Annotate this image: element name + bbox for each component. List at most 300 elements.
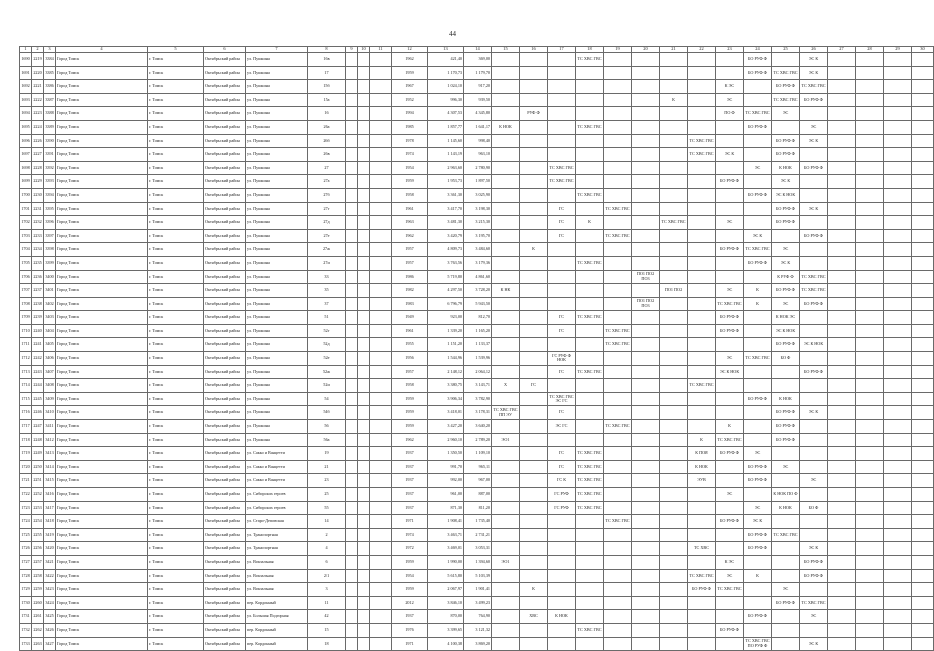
table-cell: Город Томск xyxy=(56,66,148,80)
table-cell: 37 xyxy=(308,297,346,311)
table-cell: 1 539,96 xyxy=(464,352,492,366)
table-cell: 55 xyxy=(308,501,346,515)
column-number-header: 26 xyxy=(800,47,828,53)
table-cell: 3420 xyxy=(44,542,56,556)
table-cell xyxy=(492,311,520,325)
table-cell xyxy=(604,447,632,461)
table-cell xyxy=(856,542,884,556)
table-cell: 2 064,12 xyxy=(464,365,492,379)
table-row xyxy=(20,365,934,379)
table-cell xyxy=(492,93,520,107)
table-cell: БО РУФ Ф xyxy=(744,256,772,270)
table-cell xyxy=(576,433,604,447)
table-row xyxy=(20,392,934,406)
table-cell xyxy=(358,338,370,352)
table-cell: 2241 xyxy=(32,338,44,352)
table-cell xyxy=(688,229,716,243)
table-cell: Октябрьский район xyxy=(204,528,246,542)
column-number-header: 15 xyxy=(492,47,520,53)
table-cell xyxy=(716,66,744,80)
table-cell xyxy=(912,120,934,134)
table-cell: 2234 xyxy=(32,243,44,257)
table-cell xyxy=(632,488,660,502)
table-cell: 1982 xyxy=(392,284,428,298)
table-cell xyxy=(358,53,370,67)
table-cell: ул. Пушкина xyxy=(246,324,308,338)
table-cell xyxy=(492,188,520,202)
table-cell: 54 xyxy=(308,392,346,406)
table-cell: Октябрьский район xyxy=(204,284,246,298)
table-cell xyxy=(716,596,744,610)
table-cell xyxy=(576,338,604,352)
table-cell xyxy=(358,365,370,379)
table-cell: 3393 xyxy=(44,175,56,189)
table-cell: 1721 xyxy=(20,474,32,488)
table-cell xyxy=(370,311,392,325)
table-cell xyxy=(358,148,370,162)
table-cell: 52ж xyxy=(308,365,346,379)
table-cell xyxy=(688,596,716,610)
table-cell xyxy=(576,583,604,597)
table-cell: ЭС К НОК xyxy=(772,324,800,338)
table-cell: 2244 xyxy=(32,379,44,393)
table-cell xyxy=(492,229,520,243)
table-cell: 27е xyxy=(308,229,346,243)
table-cell xyxy=(604,66,632,80)
table-cell xyxy=(800,379,828,393)
table-cell: 6 xyxy=(308,555,346,569)
table-cell: 1978 xyxy=(392,134,428,148)
table-cell: БО РУФ Ф xyxy=(800,229,828,243)
table-cell: 3 469,01 xyxy=(428,542,464,556)
table-cell xyxy=(744,324,772,338)
table-cell: Октябрьский район xyxy=(204,365,246,379)
table-cell xyxy=(370,188,392,202)
table-cell xyxy=(856,202,884,216)
table-cell xyxy=(346,270,358,284)
table-cell xyxy=(492,583,520,597)
table-cell: 1728 xyxy=(20,569,32,583)
table-cell xyxy=(716,120,744,134)
table-cell xyxy=(716,53,744,67)
table-cell: Город Томск xyxy=(56,623,148,637)
table-cell xyxy=(688,66,716,80)
table-cell: ГС РУФ xyxy=(548,488,576,502)
table-cell xyxy=(828,501,856,515)
table-cell: 1709 xyxy=(20,311,32,325)
table-cell: Октябрьский район xyxy=(204,447,246,461)
table-cell xyxy=(520,596,548,610)
table-cell xyxy=(370,216,392,230)
table-cell xyxy=(604,583,632,597)
table-cell: ТС ХВС ГВС xyxy=(576,460,604,474)
table-cell xyxy=(604,460,632,474)
table-cell xyxy=(604,501,632,515)
table-cell xyxy=(520,66,548,80)
table-cell xyxy=(548,379,576,393)
table-cell: 3 178,31 xyxy=(464,406,492,420)
table-cell: 51 xyxy=(308,311,346,325)
table-cell: Город Томск xyxy=(56,542,148,556)
table-cell xyxy=(716,134,744,148)
table-cell: 56а xyxy=(308,433,346,447)
table-cell: К xyxy=(576,216,604,230)
table-cell xyxy=(370,488,392,502)
table-cell: БО РУФ Ф xyxy=(716,311,744,325)
table-cell: ТС ХВС ГВС xyxy=(604,202,632,216)
table-cell xyxy=(520,175,548,189)
table-cell xyxy=(358,161,370,175)
table-cell: Октябрьский район xyxy=(204,216,246,230)
table-cell: БО РУФ Ф xyxy=(744,120,772,134)
table-row xyxy=(20,216,934,230)
table-cell xyxy=(884,528,912,542)
table-row xyxy=(20,596,934,610)
table-cell xyxy=(632,596,660,610)
table-cell xyxy=(632,447,660,461)
table-cell xyxy=(688,488,716,502)
table-cell xyxy=(632,120,660,134)
table-cell xyxy=(632,80,660,94)
table-cell xyxy=(660,202,688,216)
table-cell: 15а xyxy=(308,93,346,107)
table-cell: 3418 xyxy=(44,515,56,529)
table-cell xyxy=(884,175,912,189)
table-row xyxy=(20,188,934,202)
table-cell xyxy=(660,515,688,529)
table-cell: 1954 xyxy=(392,161,428,175)
table-cell xyxy=(370,596,392,610)
table-row xyxy=(20,161,934,175)
table-cell xyxy=(688,188,716,202)
table-cell xyxy=(744,148,772,162)
table-cell xyxy=(604,555,632,569)
table-cell xyxy=(884,311,912,325)
table-row xyxy=(20,488,934,502)
table-cell: 1959 xyxy=(392,555,428,569)
table-cell xyxy=(358,80,370,94)
table-cell xyxy=(358,379,370,393)
table-cell xyxy=(520,515,548,529)
table-cell xyxy=(370,447,392,461)
table-cell: Город Томск xyxy=(56,583,148,597)
column-number-header: 27 xyxy=(828,47,856,53)
table-cell xyxy=(346,324,358,338)
table-cell: 15 xyxy=(308,623,346,637)
table-cell xyxy=(800,216,828,230)
table-cell: ул. Пушкина xyxy=(246,66,308,80)
table-cell: 3415 xyxy=(44,474,56,488)
table-cell: 26б xyxy=(308,134,346,148)
table-row xyxy=(20,501,934,515)
table-cell: 3 143,71 xyxy=(464,379,492,393)
table-cell xyxy=(346,447,358,461)
table-cell xyxy=(716,392,744,406)
table-cell xyxy=(716,610,744,624)
table-cell xyxy=(346,134,358,148)
table-cell xyxy=(912,460,934,474)
table-cell: г. Томск xyxy=(148,610,204,624)
table-cell: г. Томск xyxy=(148,501,204,515)
table-cell xyxy=(346,433,358,447)
table-cell: 369,00 xyxy=(464,53,492,67)
table-cell xyxy=(800,583,828,597)
table-cell xyxy=(520,474,548,488)
table-cell: Октябрьский район xyxy=(204,555,246,569)
table-cell xyxy=(856,460,884,474)
table-cell: 3 484,60 xyxy=(464,243,492,257)
table-cell: 2 067,97 xyxy=(428,583,464,597)
table-cell: 3 053,31 xyxy=(464,542,492,556)
table-cell xyxy=(576,297,604,311)
table-cell xyxy=(358,256,370,270)
table-cell xyxy=(358,637,370,651)
table-cell: 1711 xyxy=(20,338,32,352)
table-cell xyxy=(632,623,660,637)
table-cell xyxy=(800,488,828,502)
column-number-header: 6 xyxy=(204,47,246,53)
table-cell: 3 906,34 xyxy=(428,392,464,406)
table-cell xyxy=(346,352,358,366)
table-cell xyxy=(492,637,520,651)
table-cell xyxy=(346,610,358,624)
table-cell xyxy=(632,66,660,80)
table-cell: 1994 xyxy=(392,107,428,121)
table-cell xyxy=(884,596,912,610)
table-cell xyxy=(548,338,576,352)
table-cell xyxy=(660,148,688,162)
table-cell xyxy=(370,107,392,121)
table-row xyxy=(20,569,934,583)
table-cell xyxy=(772,365,800,379)
table-cell xyxy=(884,406,912,420)
table-cell xyxy=(492,528,520,542)
table-cell: 887,00 xyxy=(464,488,492,502)
table-cell xyxy=(492,324,520,338)
table-cell: ТС ХВС ГВС xyxy=(688,148,716,162)
table-cell xyxy=(346,243,358,257)
table-cell: Город Томск xyxy=(56,202,148,216)
table-cell xyxy=(632,311,660,325)
table-cell: г. Томск xyxy=(148,406,204,420)
table-cell: г. Томск xyxy=(148,474,204,488)
table-cell: 1697 xyxy=(20,148,32,162)
table-cell: 26а xyxy=(308,120,346,134)
table-cell xyxy=(716,501,744,515)
table-cell: 25 xyxy=(308,488,346,502)
table-cell: К xyxy=(716,420,744,434)
table-cell: ул. Пушкина xyxy=(246,365,308,379)
table-cell: ЭС К НОК xyxy=(772,188,800,202)
table-cell xyxy=(856,93,884,107)
table-cell: Октябрьский район xyxy=(204,433,246,447)
table-cell: 3 846,10 xyxy=(428,596,464,610)
table-cell: ЭС xyxy=(716,569,744,583)
table-cell xyxy=(744,596,772,610)
table-cell: 1959 xyxy=(392,66,428,80)
table-cell xyxy=(660,610,688,624)
table-cell xyxy=(346,93,358,107)
table-cell: Город Томск xyxy=(56,488,148,502)
table-cell: 917,20 xyxy=(464,80,492,94)
table-cell xyxy=(772,379,800,393)
column-number-header: 18 xyxy=(576,47,604,53)
table-cell xyxy=(688,528,716,542)
table-cell xyxy=(688,256,716,270)
table-cell: ТС ХВС ГВС xyxy=(772,93,800,107)
table-cell xyxy=(358,188,370,202)
table-cell: г. Томск xyxy=(148,623,204,637)
table-cell: Октябрьский район xyxy=(204,569,246,583)
table-cell xyxy=(828,161,856,175)
table-cell: 3390 xyxy=(44,134,56,148)
table-cell xyxy=(884,623,912,637)
table-cell: БО РУФ Ф xyxy=(716,447,744,461)
table-cell: 4 345,80 xyxy=(464,107,492,121)
table-cell xyxy=(912,637,934,651)
table-cell: г. Томск xyxy=(148,80,204,94)
table-cell xyxy=(492,488,520,502)
table-cell: ГС xyxy=(548,324,576,338)
table-cell xyxy=(492,243,520,257)
table-cell: Город Томск xyxy=(56,148,148,162)
table-cell xyxy=(688,610,716,624)
table-cell xyxy=(632,637,660,651)
table-cell xyxy=(576,569,604,583)
table-cell xyxy=(520,188,548,202)
table-cell: 2260 xyxy=(32,596,44,610)
table-cell xyxy=(884,256,912,270)
table-cell: 2251 xyxy=(32,474,44,488)
table-cell xyxy=(604,610,632,624)
table-cell xyxy=(346,148,358,162)
table-cell: г. Томск xyxy=(148,161,204,175)
table-cell: 1706 xyxy=(20,270,32,284)
column-number-header: 8 xyxy=(308,47,346,53)
table-cell: 811,20 xyxy=(464,501,492,515)
table-cell: 1705 xyxy=(20,256,32,270)
table-cell: Октябрьский район xyxy=(204,297,246,311)
table-cell xyxy=(912,406,934,420)
table-cell: К xyxy=(744,569,772,583)
table-cell xyxy=(370,80,392,94)
table-cell xyxy=(358,107,370,121)
table-cell: 2240 xyxy=(32,324,44,338)
table-cell: 3408 xyxy=(44,379,56,393)
table-cell xyxy=(884,134,912,148)
table-cell xyxy=(856,623,884,637)
table-cell xyxy=(912,433,934,447)
table-cell: 3 481,30 xyxy=(428,216,464,230)
table-cell xyxy=(358,528,370,542)
table-cell xyxy=(716,338,744,352)
table-row xyxy=(20,256,934,270)
table-cell xyxy=(520,229,548,243)
table-cell: г. Томск xyxy=(148,256,204,270)
table-cell xyxy=(912,107,934,121)
table-cell xyxy=(632,515,660,529)
table-cell xyxy=(346,501,358,515)
table-cell: 1956 xyxy=(392,352,428,366)
table-cell xyxy=(520,528,548,542)
table-cell: Октябрьский район xyxy=(204,120,246,134)
table-cell xyxy=(576,107,604,121)
table-cell: 2243 xyxy=(32,365,44,379)
table-cell: 961,00 xyxy=(428,488,464,502)
table-cell xyxy=(716,528,744,542)
table-cell xyxy=(660,433,688,447)
table-cell xyxy=(576,379,604,393)
table-cell xyxy=(576,148,604,162)
table-cell: 52г xyxy=(308,324,346,338)
table-cell: БО РУФ Ф xyxy=(800,161,828,175)
table-cell: БО РУФ Ф xyxy=(744,66,772,80)
table-cell: ЭС К xyxy=(800,637,828,651)
table-cell xyxy=(912,515,934,529)
table-cell: г. Томск xyxy=(148,120,204,134)
table-cell xyxy=(370,583,392,597)
table-cell: 939,50 xyxy=(464,93,492,107)
table-cell xyxy=(358,555,370,569)
table-cell: 1723 xyxy=(20,501,32,515)
table-cell: ТС ХВС ГВС xyxy=(576,488,604,502)
table-cell: Город Томск xyxy=(56,365,148,379)
table-cell xyxy=(800,515,828,529)
table-cell: 3416 xyxy=(44,488,56,502)
table-cell: 3406 xyxy=(44,352,56,366)
table-cell: БО Ф xyxy=(800,501,828,515)
table-cell: 3384 xyxy=(44,53,56,67)
table-cell xyxy=(358,243,370,257)
table-cell xyxy=(548,569,576,583)
table-cell xyxy=(884,188,912,202)
table-cell: 1 990,00 xyxy=(428,555,464,569)
table-cell xyxy=(800,175,828,189)
table-cell: г. Томск xyxy=(148,202,204,216)
table-cell xyxy=(492,460,520,474)
table-cell: 3 728,20 xyxy=(464,284,492,298)
table-cell: 1 857,77 xyxy=(428,120,464,134)
table-cell: 1727 xyxy=(20,555,32,569)
table-cell: ТС ХВС ГВС xyxy=(800,596,828,610)
table-cell xyxy=(576,528,604,542)
table-cell: 3427 xyxy=(44,637,56,651)
table-cell: ТС ХВС ГВС xyxy=(688,379,716,393)
table-cell xyxy=(828,120,856,134)
table-cell: Октябрьский район xyxy=(204,501,246,515)
table-cell: Город Томск xyxy=(56,93,148,107)
table-cell xyxy=(660,501,688,515)
table-cell: 3412 xyxy=(44,433,56,447)
table-cell xyxy=(660,596,688,610)
table-cell xyxy=(912,134,934,148)
table-cell: г. Томск xyxy=(148,93,204,107)
table-cell: ул. Пушкина xyxy=(246,216,308,230)
table-cell: Октябрьский район xyxy=(204,460,246,474)
table-cell xyxy=(548,80,576,94)
table-row xyxy=(20,610,934,624)
table-cell: Город Томск xyxy=(56,610,148,624)
table-row xyxy=(20,202,934,216)
table-cell xyxy=(856,406,884,420)
table-row xyxy=(20,555,934,569)
table-cell: 14 xyxy=(308,515,346,529)
table-cell xyxy=(884,474,912,488)
table-cell: г. Томск xyxy=(148,365,204,379)
table-cell xyxy=(912,542,934,556)
table-cell: 1976 xyxy=(392,623,428,637)
table-cell: ТС ХВС ГВС xyxy=(604,324,632,338)
